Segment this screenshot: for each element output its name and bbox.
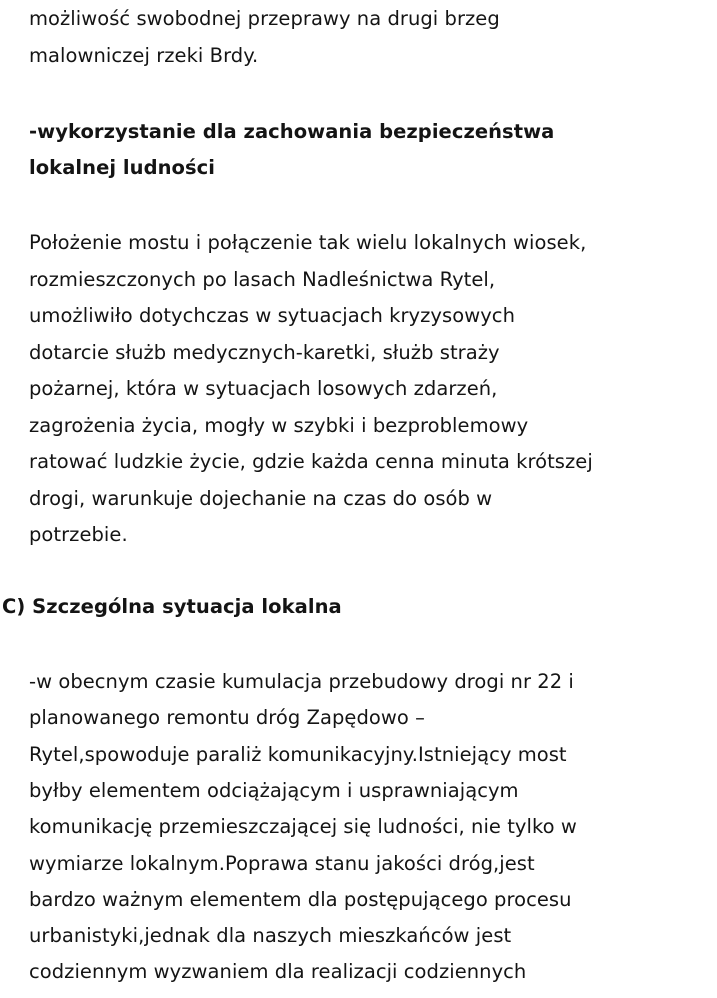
local-paragraph-line-5: komunikację przemieszczającej się ludności, nie tylko w	[29, 815, 577, 838]
safety-paragraph-line-7: ratować ludzkie życie, gdzie każda cenna minuta krótszej	[29, 450, 593, 473]
safety-paragraph-line-6: zagrożenia życia, mogły w szybki i bezproblemowy	[29, 414, 529, 437]
intro-line-1: możliwość swobodnej przeprawy na drugi brzeg	[29, 7, 500, 30]
safety-paragraph-line-3: umożliwiło dotychczas w sytuacjach kryzysowych	[29, 304, 515, 327]
intro-line-2: malowniczej rzeki Brdy.	[29, 44, 259, 67]
safety-paragraph-line-9: potrzebie.	[29, 523, 128, 546]
local-paragraph-line-8: urbanistyki,jednak dla naszych mieszkańców jest	[29, 924, 512, 947]
local-paragraph-line-2: planowanego remontu dróg Zapędowo –	[29, 706, 425, 729]
local-paragraph-line-6: wymiarze lokalnym.Poprawa stanu jakości dróg,jest	[29, 852, 535, 875]
safety-paragraph-line-2: rozmieszczonych po lasach Nadleśnictwa Rytel,	[29, 268, 496, 291]
local-paragraph-line-3: Rytel,spowoduje paraliż komunikacyjny.Istniejący most	[29, 743, 567, 766]
safety-heading-line-2: lokalnej ludności	[29, 156, 215, 179]
safety-heading-line-1: -wykorzystanie dla zachowania bezpieczeństwa	[29, 120, 555, 143]
safety-paragraph-line-5: pożarnej, która w sytuacjach losowych zdarzeń,	[29, 377, 498, 400]
safety-paragraph-line-1: Położenie mostu i połączenie tak wielu lokalnych wiosek,	[29, 231, 587, 254]
local-paragraph-line-9: codziennym wyzwaniem dla realizacji codziennych	[29, 960, 527, 983]
safety-paragraph-line-8: drogi, warunkuje dojechanie na czas do osób w	[29, 487, 493, 510]
section-c-heading: C) Szczególna sytuacja lokalna	[2, 595, 342, 618]
local-paragraph-line-4: byłby elementem odciążającym i usprawniającym	[29, 779, 519, 802]
local-paragraph-line-1: -w obecnym czasie kumulacja przebudowy drogi nr 22 i	[29, 670, 574, 693]
safety-paragraph-line-4: dotarcie służb medycznych-karetki, służb straży	[29, 341, 500, 364]
local-paragraph-line-7: bardzo ważnym elementem dla postępującego procesu	[29, 888, 572, 911]
